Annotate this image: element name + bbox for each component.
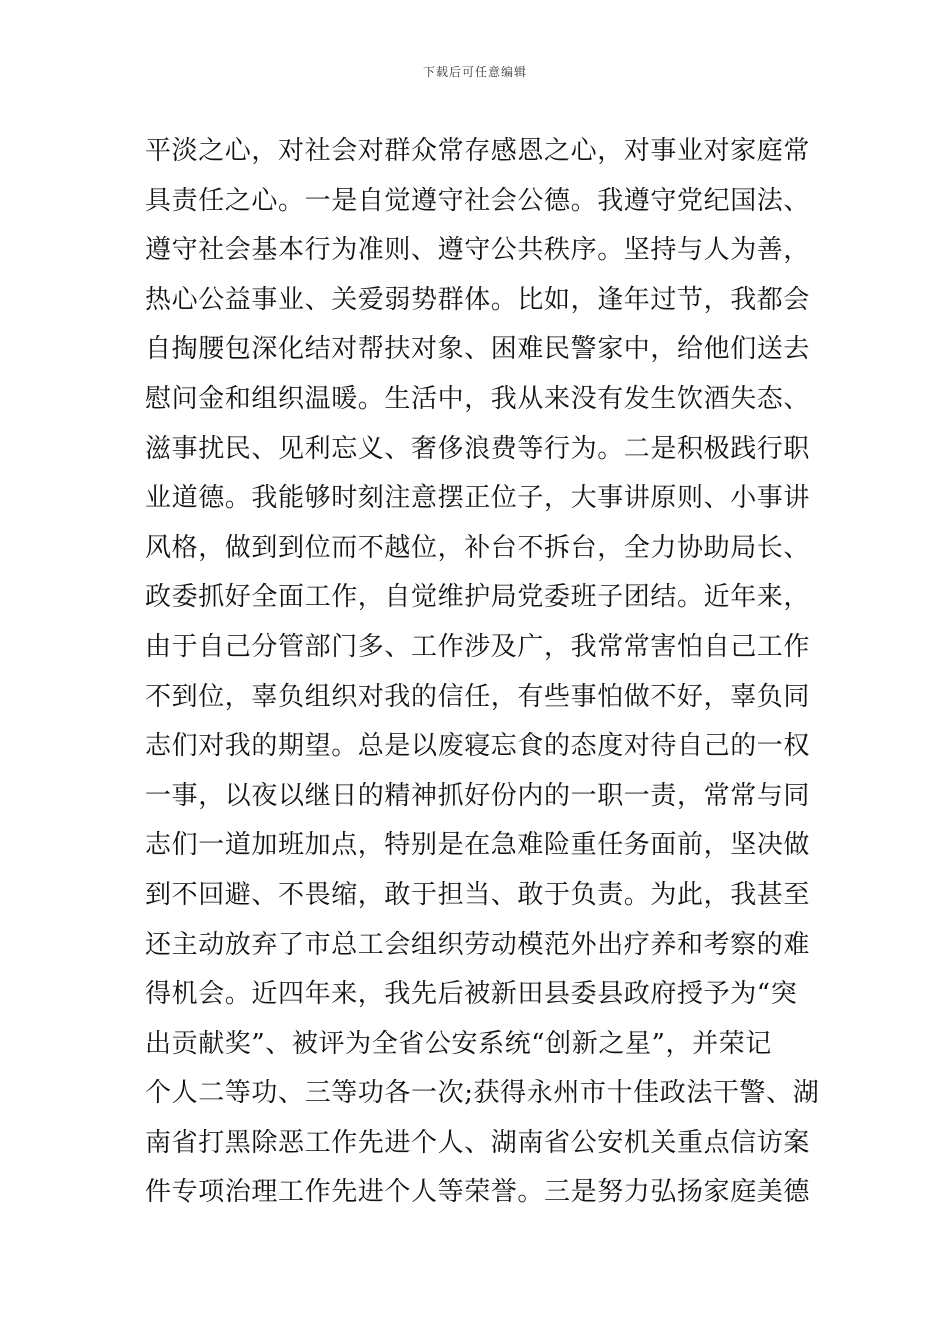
text-line: 到不回避、不畏缩，敢于担当、敢于负责。为此，我甚至	[145, 879, 811, 910]
text-line: 由于自己分管部门多、工作涉及广，我常常害怕自己工作	[145, 631, 811, 662]
text-line: 个人二等功、三等功各一次;获得永州市十佳政法干警、湖	[145, 1078, 820, 1109]
body-text	[145, 131, 820, 1222]
text-line: 政委抓好全面工作，自觉维护局党委班子团结。近年来，	[145, 582, 811, 613]
text-line: 志们一道加班加点，特别是在急难险重任务面前，坚决做	[145, 830, 811, 861]
text-line: 出贡献奖”、被评为全省公安系统“创新之星”，并荣记	[145, 1028, 772, 1059]
text-line: 南省打黑除恶工作先进个人、湖南省公安机关重点信访案	[145, 1127, 811, 1158]
text-line: 还主动放弃了市总工会组织劳动模范外出疗养和考察的难	[145, 929, 811, 960]
text-line: 慰问金和组织温暖。生活中，我从来没有发生饮酒失态、	[145, 383, 811, 414]
text-line: 不到位，辜负组织对我的信任，有些事怕做不好，辜负同	[145, 681, 811, 712]
text-line: 平淡之心，对社会对群众常存感恩之心，对事业对家庭常	[145, 136, 811, 166]
text-line: 业道德。我能够时刻注意摆正位子，大事讲原则、小事讲	[145, 483, 811, 514]
text-line: 风格，做到到位而不越位，补台不拆台，全力协助局长、	[145, 532, 811, 563]
text-line: 遵守社会基本行为准则、遵守公共秩序。坚持与人为善，	[145, 235, 811, 266]
text-line: 具责任之心。一是自觉遵守社会公德。我遵守党纪国法、	[145, 185, 811, 216]
text-line: 志们对我的期望。总是以废寝忘食的态度对待自己的一权	[145, 731, 811, 762]
header-note: 下载后可任意编辑	[422, 65, 527, 79]
text-line: 热心公益事业、关爱弱势群体。比如，逢年过节，我都会	[145, 284, 811, 315]
text-line: 一事，以夜以继日的精神抓好份内的一职一责，常常与同	[145, 780, 811, 811]
text-line: 自掏腰包深化结对帮扶对象、困难民警家中，给他们送去	[145, 334, 811, 365]
text-line: 件专项治理工作先进个人等荣誉。三是努力弘扬家庭美德	[145, 1177, 811, 1208]
text-line: 滋事扰民、见利忘义、奢侈浪费等行为。二是积极践行职	[145, 433, 811, 464]
text-line: 得机会。近四年来，我先后被新田县委县政府授予为“突	[145, 979, 798, 1010]
